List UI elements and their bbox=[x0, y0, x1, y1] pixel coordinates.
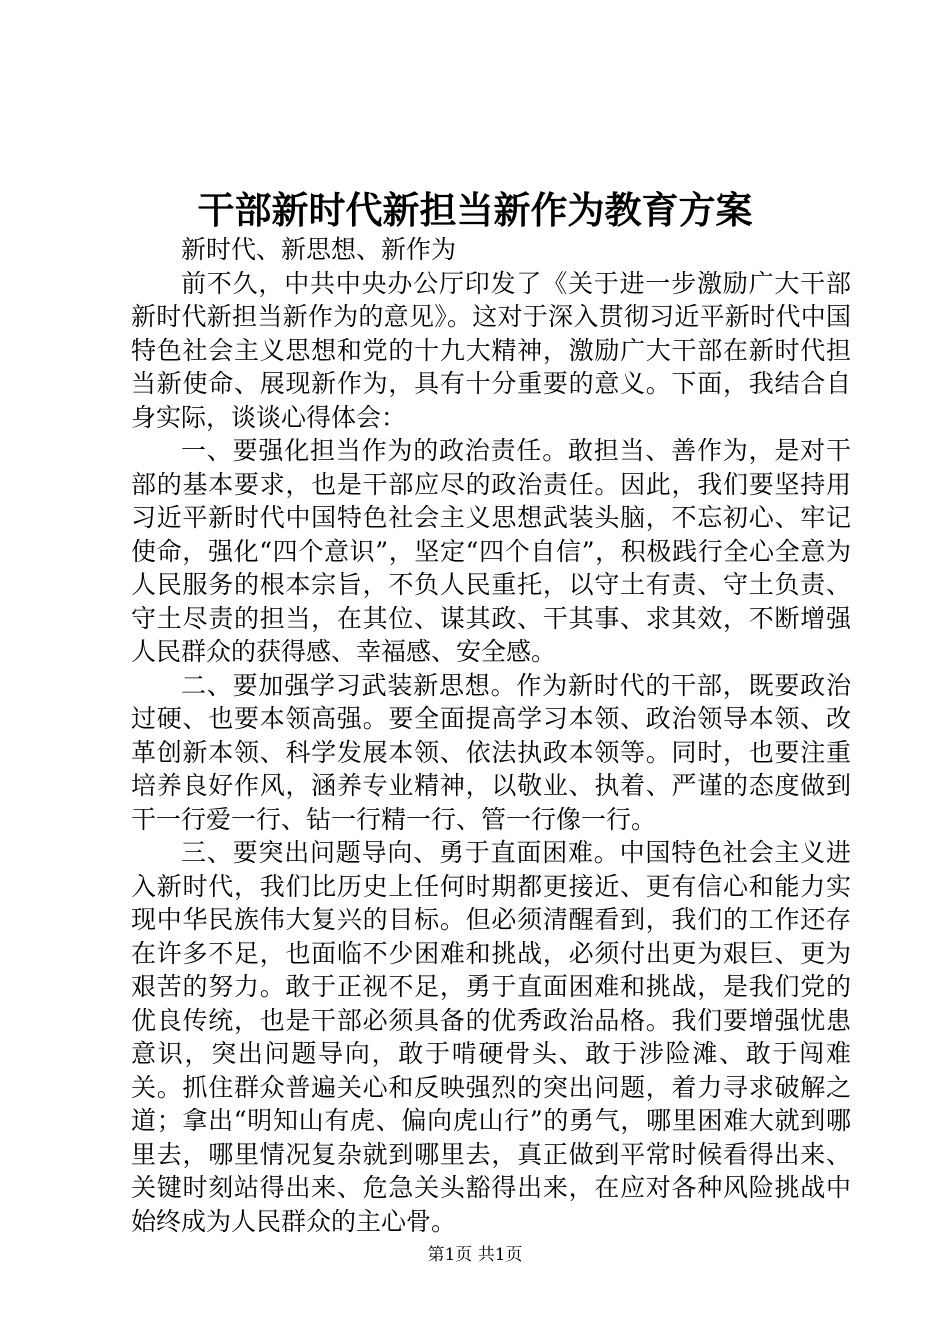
document-title: 干部新时代新担当新作为教育方案 bbox=[197, 188, 753, 232]
document-body bbox=[131, 233, 851, 1238]
paragraph-point-two: 二、要加强学习武装新思想。作为新时代的干部，既要政治过硬、也要本领高强。要全面提高学习本领、政治领导本领、改革创新本领、科学发展本领、依法执政本领等。同时，也要注重培养良好作风，涵养专业精神，以敬业、执着、严谨的态度做到干一行爱一行、钻一行精一行、管一行像一行。 bbox=[131, 670, 851, 834]
page-number-footer: 第1页 共1页 bbox=[427, 1245, 523, 1265]
paragraph-point-one: 一、要强化担当作为的政治责任。敢担当、善作为，是对干部的基本要求，也是干部应尽的政治责任。因此，我们要坚持用习近平新时代中国特色社会主义思想武装头脑，不忘初心、牢记使命，强化“四个意识”，坚定“四个自信”，积极践行全心全意为人民服务的根本宗旨，不负人民重托，以守土有责、守土负责、守土尽责的担当，在其位、谋其政、干其事、求其效，不断增强人民群众的获得感、幸福感、安全感。 bbox=[131, 436, 851, 666]
paragraph-subtitle: 新时代、新思想、新作为 bbox=[181, 235, 457, 264]
paragraph-point-three: 三、要突出问题导向、勇于直面困难。中国特色社会主义进入新时代，我们比历史上任何时期都更接近、更有信心和能力实现中华民族伟大复兴的目标。但必须清醒看到，我们的工作还存在许多不足，也面临不少困难和挑战，必须付出更为艰巨、更为艰苦的努力。敢于正视不足，勇于直面困难和挑战，是我们党的优良传统，也是干部必须具备的优秀政治品格。我们要增强忧患意识，突出问题导向，敢于啃硬骨头、敢于涉险滩、敢于闯难关。抓住群众普遍关心和反映强烈的突出问题，着力寻求破解之道；拿出“明知山有虎、偏向虎山行”的勇气，哪里困难大就到哪里去，哪里情况复杂就到哪里去，真正做到平常时候看得出来、关键时刻站得出来、危急关头豁得出来，在应对各种风险挑战中始终成为人民群众的主心骨。 bbox=[131, 838, 851, 1236]
paragraph-intro: 前不久，中共中央办公厅印发了《关于进一步激励广大干部新时代新担当新作为的意见》。这对于深入贯彻习近平新时代中国特色社会主义思想和党的十九大精神，激励广大干部在新时代担当新使命、展现新作为，具有十分重要的意义。下面，我结合自身实际，谈谈心得体会： bbox=[131, 268, 851, 432]
